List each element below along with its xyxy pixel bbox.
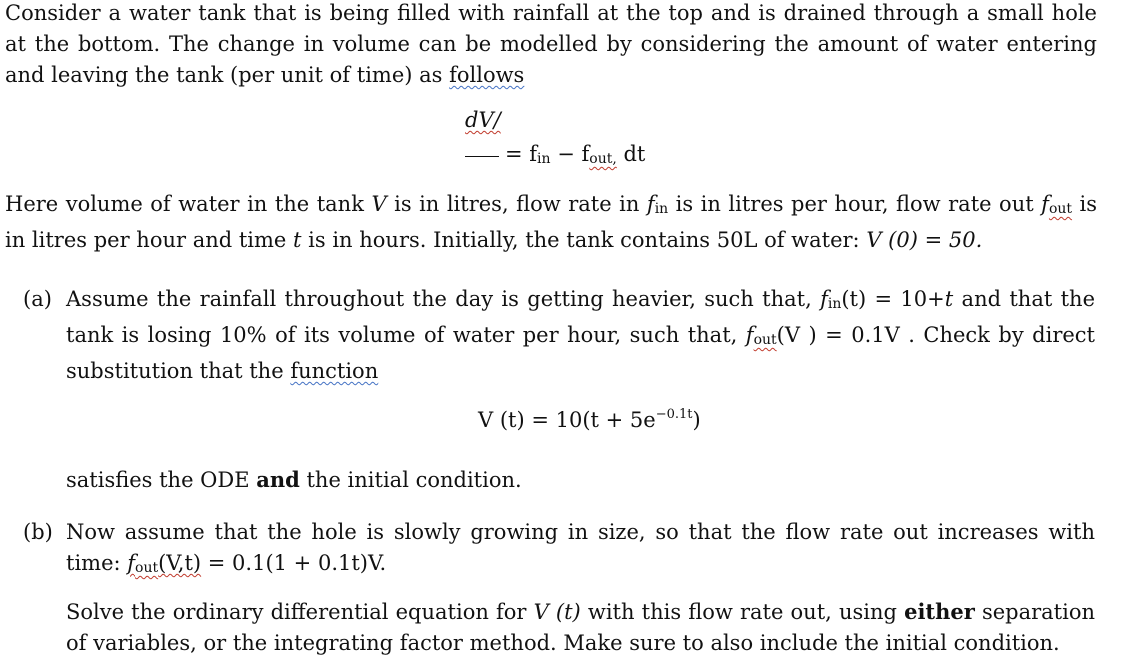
- solution-exponent: −0.1t: [655, 407, 693, 422]
- fin-f: f: [820, 287, 828, 311]
- def-text-2: is in litres, flow rate in: [386, 192, 647, 216]
- and-bold: and: [256, 467, 300, 492]
- part-a-text: [66, 284, 1095, 387]
- either-bold: either: [904, 599, 975, 624]
- part-b-marker: (b): [23, 520, 53, 544]
- fraction-line: [465, 156, 499, 157]
- solution-close: ): [692, 408, 701, 432]
- fout-f: f: [745, 323, 754, 347]
- def-text-5: is in hours. Initially, the tank contains 50L of water:: [301, 228, 867, 252]
- var-f-in: f: [646, 192, 655, 216]
- intro-paragraph: [5, 0, 1097, 91]
- in-subscript: in: [537, 151, 551, 167]
- ode-equation: [465, 139, 645, 175]
- t-var: t: [944, 287, 954, 311]
- dt-text: dt: [616, 142, 646, 166]
- var-V: V: [371, 192, 387, 216]
- out-subscript: out,: [589, 151, 617, 167]
- solution-equation: [478, 399, 701, 436]
- fout-sub: out: [753, 332, 777, 348]
- solve-text-2: with this flow rate out, using: [580, 600, 905, 624]
- solution-main: V (t) = 10(t + 5e: [478, 408, 656, 432]
- eq-f: = f: [505, 142, 538, 166]
- part-a-label: [23, 284, 52, 315]
- part-b-solve: [66, 596, 1095, 659]
- part-a-text-1: Assume the rainfall throughout the day is getting heavier, such that,: [66, 287, 821, 311]
- after-text-1: satisfies the ODE: [66, 468, 257, 492]
- fout-b-sub: out: [135, 560, 159, 576]
- def-text-1: Here volume of water in the tank: [5, 192, 372, 216]
- var-t: t: [293, 228, 302, 252]
- fout-b-args: (V,t): [158, 551, 202, 575]
- part-a-text-3: and that the tank is losing 10% of its volume of water per hour, such that,: [66, 287, 1096, 347]
- follows-word: follows: [449, 63, 525, 87]
- initial-condition: V (0) = 50.: [866, 228, 983, 252]
- function-word: function: [290, 359, 379, 383]
- part-a-text-4: (V ) = 0.1V . Check by direct substitution that the: [66, 323, 1095, 383]
- fout-b-f: f: [127, 551, 136, 575]
- ode-numerator: [465, 105, 501, 136]
- def-text-3: is in litres per hour, flow rate out: [668, 192, 1042, 216]
- minus-f: − f: [550, 142, 590, 166]
- part-b-text-1: Now assume that the hole is slowly growing in size, so that the flow rate out increases with time:: [66, 520, 1095, 575]
- part-a-after: [66, 464, 522, 496]
- intro-text: Consider a water tank that is being filled with rainfall at the top and is drained through a small hole at the bottom. The change in volume can be modelled by considering the amount of water entering and leaving the tank (per unit of time) as: [5, 1, 1097, 87]
- solve-text-3: separation of variables, or the integrating factor method. Make sure to also include the initial condition.: [66, 600, 1095, 655]
- var-f-out: f: [1041, 192, 1049, 216]
- in-sub: in: [654, 201, 669, 217]
- definitions-paragraph: [5, 189, 1097, 256]
- solve-text-1: Solve the ordinary differential equation for: [66, 600, 534, 624]
- fout-b-rest: = 0.1(1 + 0.1t)V.: [201, 551, 387, 575]
- after-text-2: the initial condition.: [299, 468, 522, 492]
- part-b-label: [23, 517, 53, 548]
- fin-sub: in: [827, 296, 842, 312]
- out-sub: out: [1048, 201, 1073, 217]
- def-text-4: is in litres per hour and time: [5, 192, 1098, 252]
- part-a-text-2: (t) = 10+: [841, 287, 945, 311]
- dv-numerator: dV/: [465, 108, 501, 132]
- part-a-marker: (a): [23, 287, 52, 311]
- solve-Vt: V (t): [533, 600, 581, 624]
- part-b-text: [66, 517, 1095, 584]
